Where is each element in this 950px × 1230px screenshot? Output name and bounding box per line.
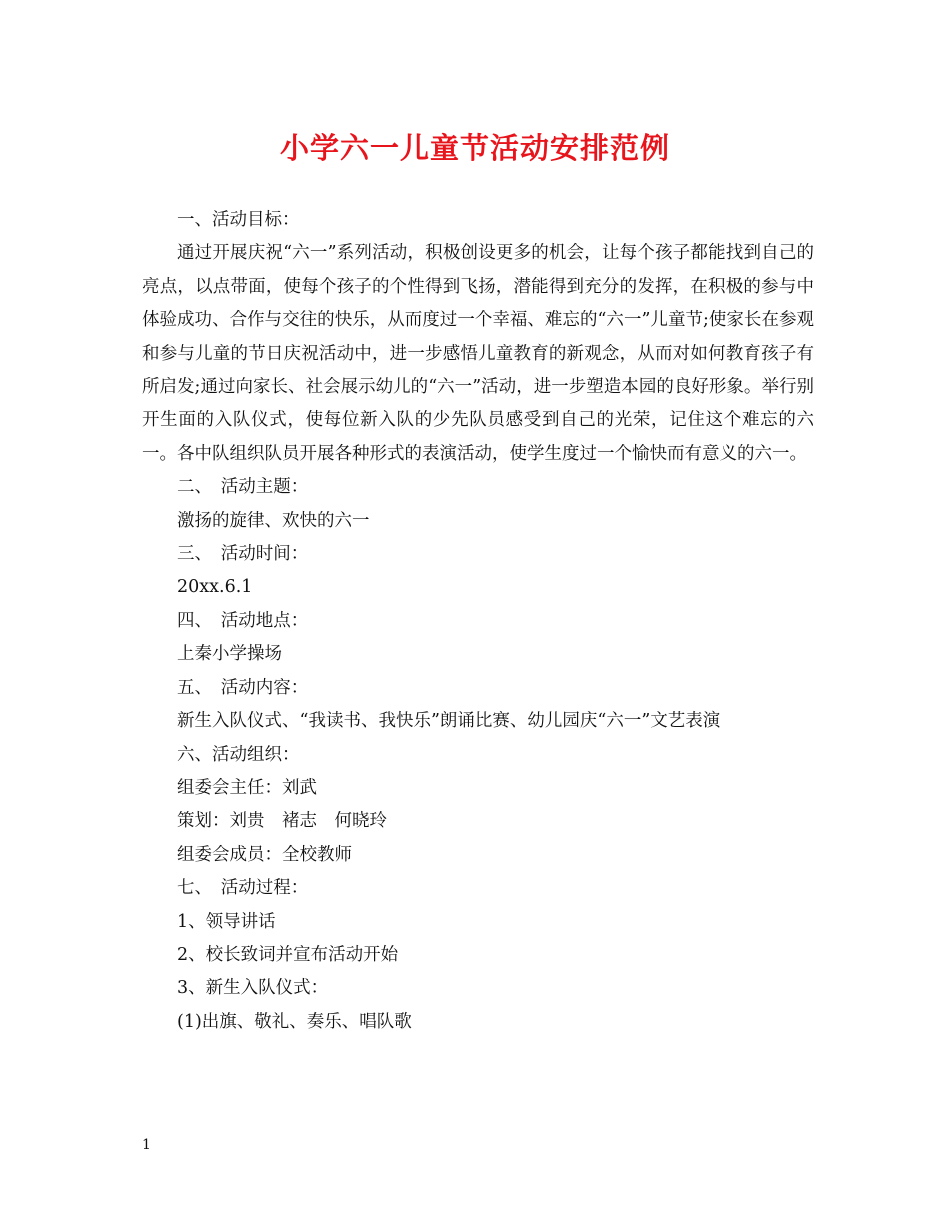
section-heading-goals: 一、活动目标： <box>177 210 300 230</box>
organization-members: 组委会成员：全校教师 <box>177 844 352 865</box>
section-heading-process: 七、 活动过程： <box>177 878 309 899</box>
process-step-3: 3、新生入队仪式： <box>177 978 329 999</box>
document-body <box>142 204 814 1039</box>
content-text: 新生入队仪式、“我读书、我快乐”朗诵比赛、幼儿园庆“六一”文艺表演 <box>177 711 721 732</box>
time-text: 20xx.6.1 <box>177 577 253 598</box>
section-heading-theme: 二、 活动主题： <box>177 477 309 498</box>
section-heading-time: 三、 活动时间： <box>177 544 309 565</box>
location-text: 上秦小学操场 <box>177 644 282 665</box>
section-heading-location: 四、 活动地点： <box>177 610 309 631</box>
section-heading-content: 五、 活动内容： <box>177 677 309 698</box>
process-step-2: 2、校长致词并宣布活动开始 <box>177 944 399 965</box>
section-heading-organization: 六、活动组织： <box>177 744 300 765</box>
goals-paragraph: 通过开展庆祝“六一”系列活动，积极创设更多的机会，让每个孩子都能找到自己的亮点，以点带面，使每个孩子的个性得到飞扬，潜能得到充分的发挥，在积极的参与中体验成功、合作与交往的快乐，从而度过一个幸福、难忘的“六一”儿童节;使家长在参观和参与儿童的节日庆祝活动中，进一步感悟儿童教育的新观念，从而对如何教育孩子有所启发;通过向家长、社会展示幼儿的“六一”活动，进一步塑造本园的良好形象。举行别开生面的入队仪式，使每位新入队的少先队员感受到自己的光荣，记住这个难忘的六一。各中队组织队员开展各种形式的表演活动，使学生度过一个愉快而有意义的六一。 <box>142 243 814 464</box>
process-step-1: 1、领导讲话 <box>177 911 276 932</box>
organization-director: 组委会主任：刘武 <box>177 777 317 798</box>
document-title: 小学六一儿童节活动安排范例 <box>279 131 670 165</box>
process-substep-1: (1)出旗、敬礼、奏乐、唱队歌 <box>177 1011 412 1032</box>
page-number: 1 <box>142 1137 151 1153</box>
theme-text: 激扬的旋律、欢快的六一 <box>177 510 370 531</box>
organization-planners: 策划：刘贵 褚志 何晓玲 <box>177 811 387 832</box>
